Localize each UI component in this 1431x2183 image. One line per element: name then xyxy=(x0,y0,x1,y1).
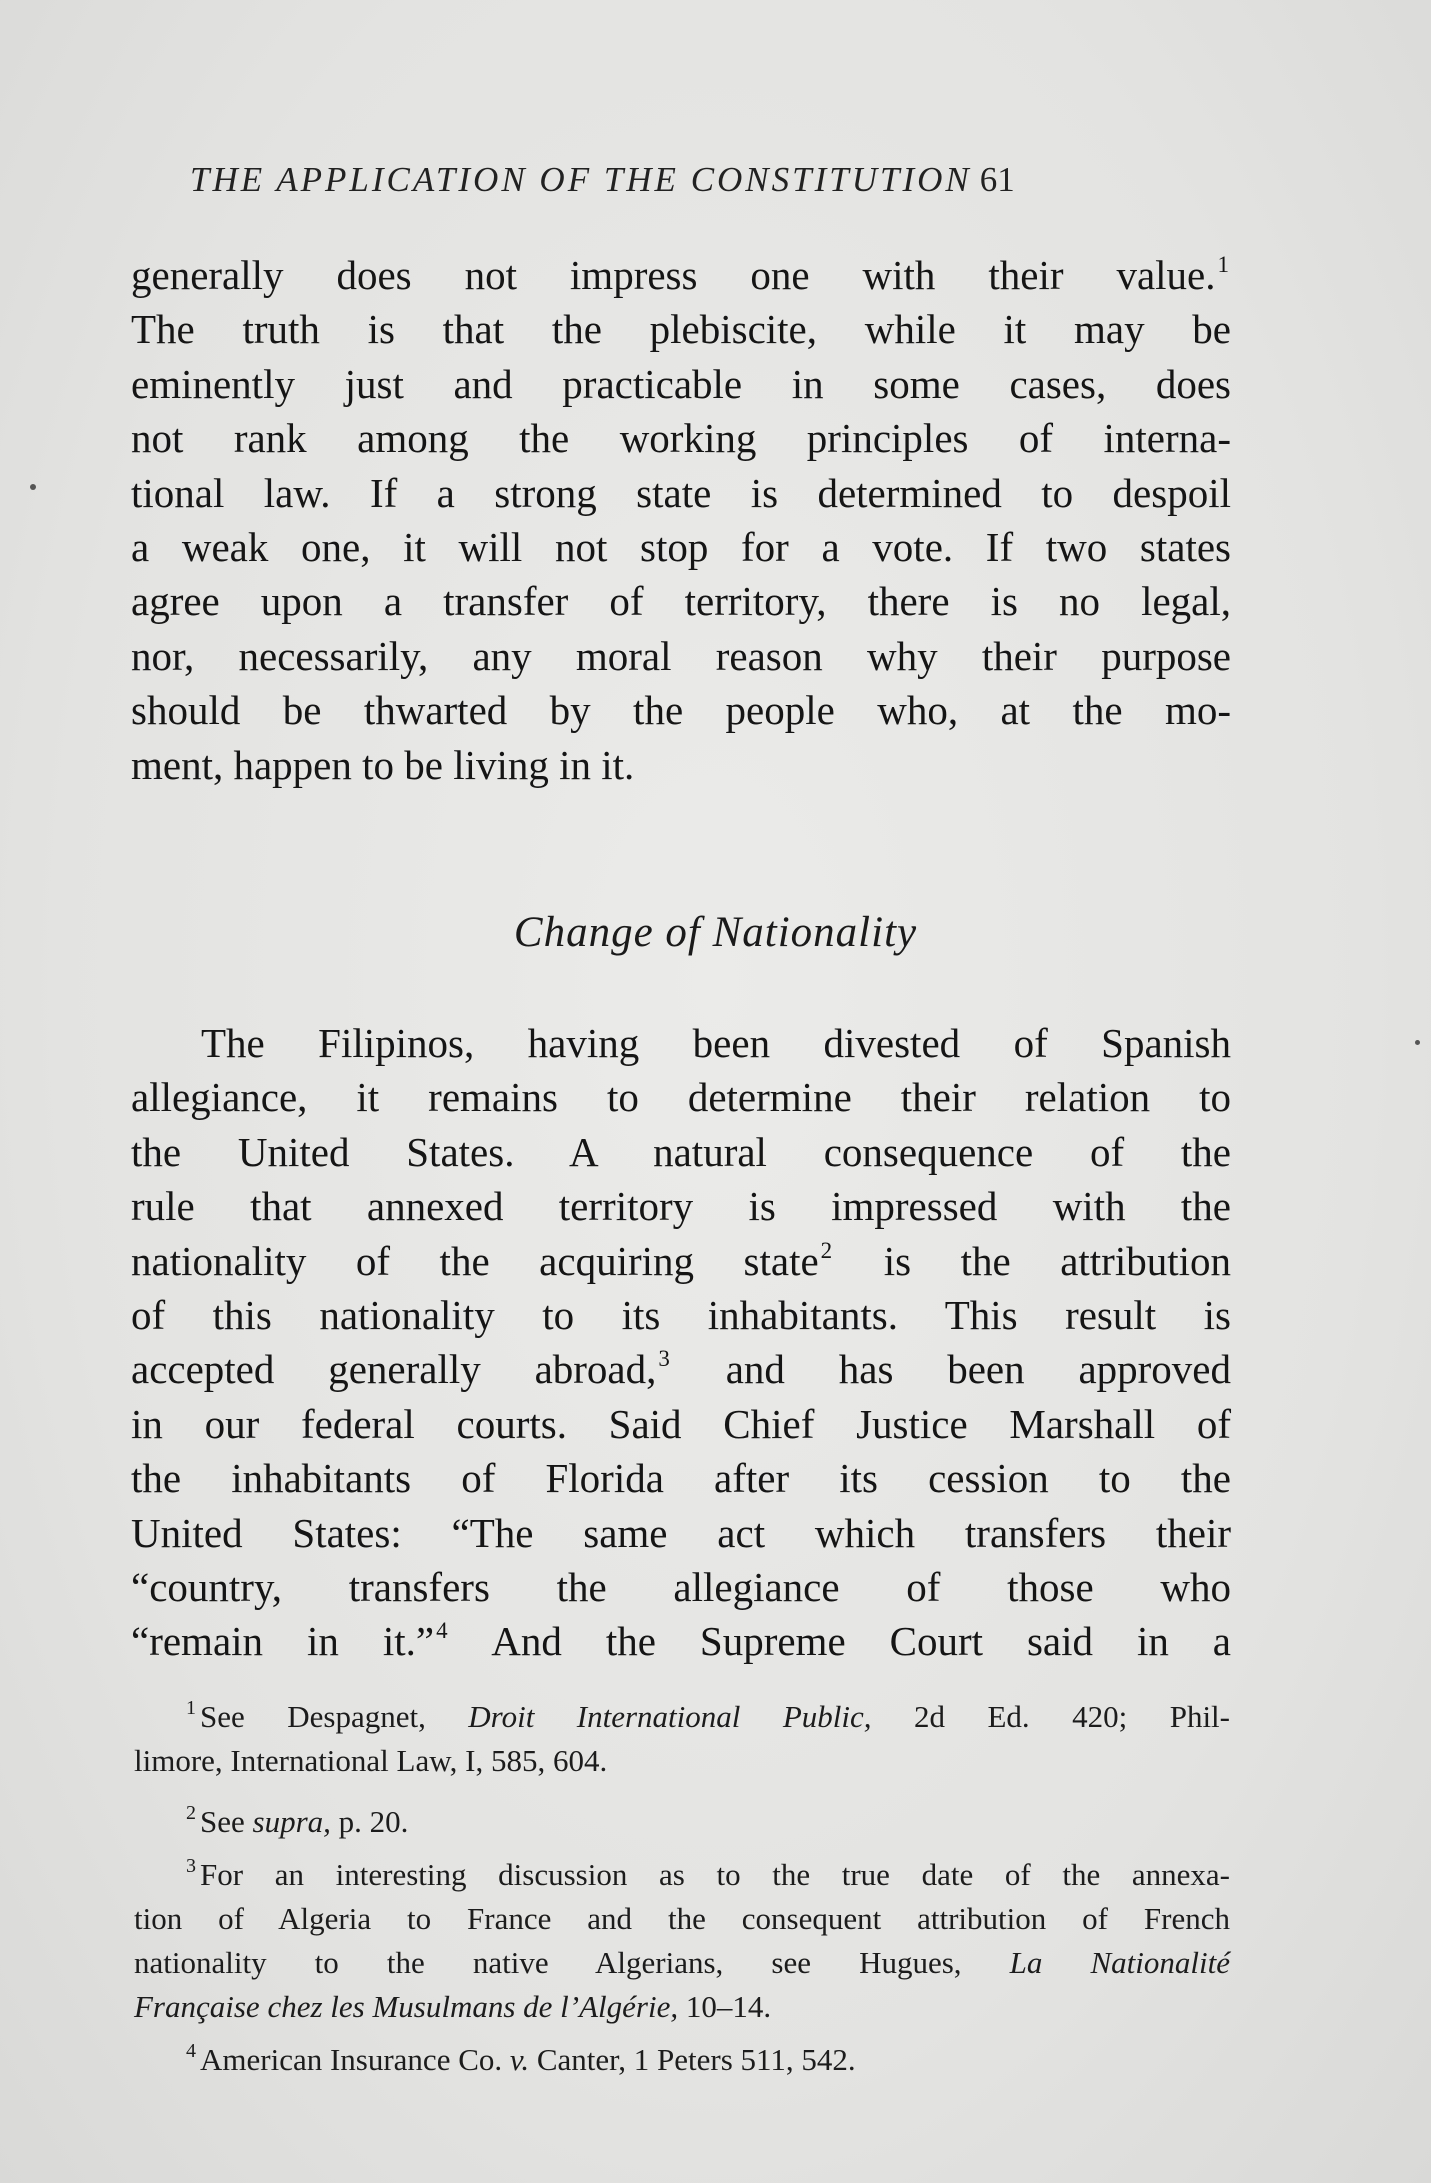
text-line: tional law. If a strong state is determined to despoil xyxy=(131,469,1231,516)
text-line: nationality of the acquiring state$^2$ is the attribution xyxy=(131,1237,1231,1284)
text-line: eminently just and practicable in some cases, does xyxy=(131,360,1231,407)
section-heading: Change of Nationality xyxy=(513,909,918,956)
text-line: ment, happen to be living in it. xyxy=(131,741,635,788)
text-line: rule that annexed territory is impressed with the xyxy=(131,1183,1231,1230)
footnote-2 xyxy=(134,1791,1230,1844)
footnote-mark: 4 xyxy=(186,2040,196,2062)
running-title: THE APPLICATION OF THE CONSTITUTION xyxy=(190,160,972,199)
running-header xyxy=(190,160,1230,200)
text-line: The Filipinos, having been divested of Spanish xyxy=(201,1020,1231,1066)
footnote-reference-4: 4 xyxy=(436,1618,448,1644)
footnote-reference-1: 1 xyxy=(1217,252,1229,277)
paper-speck xyxy=(1415,1040,1420,1045)
footnote-4 xyxy=(134,2029,1230,2082)
footnote-line: nationality to the native Algerians, see Hugues, La Nationalité xyxy=(134,1945,1231,1980)
footnote-line: tion of Algeria to France and the consequent attribution of French xyxy=(134,1901,1230,1936)
text-line: nor, necessarily, any moral reason why their purpose xyxy=(131,632,1231,679)
text-line: “country, transfers the allegiance of those who xyxy=(131,1564,1231,1611)
footnote-3 xyxy=(134,1844,1230,2029)
text-line: in our federal courts. Said Chief Justice Marshall of xyxy=(131,1400,1231,1447)
footnote-line: limore, International Law, I, 585, 604. xyxy=(134,1743,608,1778)
text-line: not rank among the working principles of interna- xyxy=(131,415,1231,462)
footnote-reference-2: 2 xyxy=(820,1237,833,1263)
text-line: of this nationality to its inhabitants. This result is xyxy=(131,1292,1231,1339)
footnote-1 xyxy=(134,1686,1230,1783)
text-line: a weak one, it will not stop for a vote. If two states xyxy=(131,524,1231,571)
footnote-reference-3: 3 xyxy=(658,1346,670,1372)
text-line: allegiance, it remains to determine their relation to xyxy=(131,1074,1231,1121)
text-line: United States: “The same act which transfers their xyxy=(131,1509,1231,1556)
paper-speck xyxy=(30,484,36,490)
page-number: 61 xyxy=(979,160,1015,199)
footnote-line: $^2$ See supra, p. 20. xyxy=(186,1802,409,1839)
paragraph-nationality xyxy=(131,1016,1231,1669)
footnote-mark: 1 xyxy=(186,1697,196,1719)
text-line: the inhabitants of Florida after its cession to the xyxy=(131,1455,1231,1502)
text-line: should be thwarted by the people who, at the mo- xyxy=(131,687,1231,734)
text-line: “remain in it.”$^4$ And the Supreme Court said in a xyxy=(131,1618,1231,1665)
text-line: agree upon a transfer of territory, there is no legal, xyxy=(131,578,1231,625)
text-line: the United States. A natural consequence of the xyxy=(131,1128,1231,1175)
footnotes xyxy=(134,1686,1230,2082)
paragraph-plebiscite xyxy=(131,248,1231,792)
text-line: accepted generally abroad,$^3$ and has been approved xyxy=(131,1346,1232,1393)
footnote-line: $^4$ American Insurance Co. v. Canter, 1 Peters 511, 542. xyxy=(186,2040,856,2077)
text-line: The truth is that the plebiscite, while it may be xyxy=(131,306,1231,353)
footnote-mark: 2 xyxy=(186,1802,196,1824)
footnote-mark: 3 xyxy=(186,1855,196,1877)
footnote-line: Française chez les Musulmans de l’Algérie, 10–14. xyxy=(134,1989,772,2024)
text-line: generally does not impress one with their value.$^1$ xyxy=(131,252,1229,298)
footnote-line: $^1$ See Despagnet, Droit International Public, 2d Ed. 420; Phil- xyxy=(186,1697,1230,1734)
footnote-line: $^3$ For an interesting discussion as to the true date of the annexa- xyxy=(186,1855,1230,1892)
